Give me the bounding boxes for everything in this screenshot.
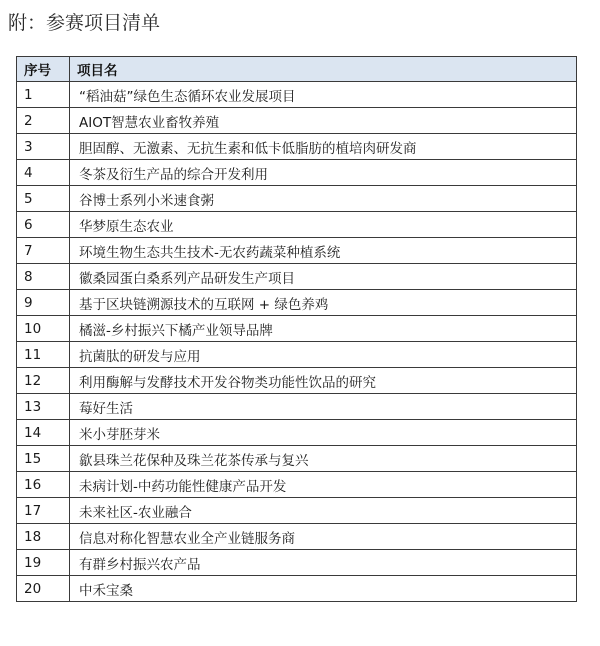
row-number: 17 [17, 498, 70, 524]
row-number: 14 [17, 420, 70, 446]
row-number: 11 [17, 342, 70, 368]
table-row [17, 264, 577, 290]
projects-table [16, 56, 577, 602]
row-number: 8 [17, 264, 70, 290]
row-number: 20 [17, 576, 70, 602]
table-row [17, 82, 577, 108]
row-project-name: “稻油菇”绿色生态循环农业发展项目 [70, 82, 577, 108]
table-row [17, 316, 577, 342]
row-number: 19 [17, 550, 70, 576]
row-project-name: 胆固醇、无激素、无抗生素和低卡低脂肪的植培肉研发商 [70, 134, 577, 160]
row-number: 3 [17, 134, 70, 160]
row-number: 16 [17, 472, 70, 498]
row-number: 6 [17, 212, 70, 238]
row-number: 13 [17, 394, 70, 420]
row-project-name: 谷博士系列小米速食粥 [70, 186, 577, 212]
row-number: 2 [17, 108, 70, 134]
row-project-name: 冬茶及衍生产品的综合开发利用 [70, 160, 577, 186]
table-row [17, 108, 577, 134]
row-project-name: 环境生物生态共生技术-无农药蔬菜种植系统 [70, 238, 577, 264]
row-number: 9 [17, 290, 70, 316]
row-project-name: 橘滋-乡村振兴下橘产业领导品牌 [70, 316, 577, 342]
row-project-name: 利用酶解与发酵技术开发谷物类功能性饮品的研究 [70, 368, 577, 394]
row-project-name: 抗菌肽的研发与应用 [70, 342, 577, 368]
table-row [17, 290, 577, 316]
row-project-name: 信息对称化智慧农业全产业链服务商 [70, 524, 577, 550]
row-project-name: 莓好生活 [70, 394, 577, 420]
table-row [17, 550, 577, 576]
table-row [17, 238, 577, 264]
row-project-name: 徽桑园蛋白桑系列产品研发生产项目 [70, 264, 577, 290]
table-row [17, 186, 577, 212]
row-number: 15 [17, 446, 70, 472]
row-project-name: AIOT智慧农业畜牧养殖 [70, 108, 577, 134]
row-project-name: 歙县珠兰花保种及珠兰花茶传承与复兴 [70, 446, 577, 472]
row-number: 4 [17, 160, 70, 186]
row-number: 5 [17, 186, 70, 212]
row-number: 12 [17, 368, 70, 394]
row-project-name: 基于区块链溯源技术的互联网 + 绿色养鸡 [70, 290, 577, 316]
table-row [17, 446, 577, 472]
table-row [17, 134, 577, 160]
table-row [17, 576, 577, 602]
table-row [17, 420, 577, 446]
table-row [17, 368, 577, 394]
table-row [17, 524, 577, 550]
table-row [17, 342, 577, 368]
table-row [17, 472, 577, 498]
table-body [17, 82, 577, 602]
row-project-name: 华梦原生态农业 [70, 212, 577, 238]
row-project-name: 米小芽胚芽米 [70, 420, 577, 446]
row-project-name: 中禾宝桑 [70, 576, 577, 602]
row-project-name: 未病计划-中药功能性健康产品开发 [70, 472, 577, 498]
header-number: 序号 [17, 57, 70, 82]
table-row [17, 394, 577, 420]
row-number: 1 [17, 82, 70, 108]
table-row [17, 212, 577, 238]
table-row [17, 160, 577, 186]
table-header-row [17, 57, 577, 82]
row-number: 7 [17, 238, 70, 264]
row-number: 10 [17, 316, 70, 342]
row-number: 18 [17, 524, 70, 550]
row-project-name: 有群乡村振兴农产品 [70, 550, 577, 576]
page-title: 附：参赛项目清单 [8, 12, 161, 34]
table-row [17, 498, 577, 524]
row-project-name: 未来社区-农业融合 [70, 498, 577, 524]
header-project-name: 项目名 [70, 57, 577, 82]
